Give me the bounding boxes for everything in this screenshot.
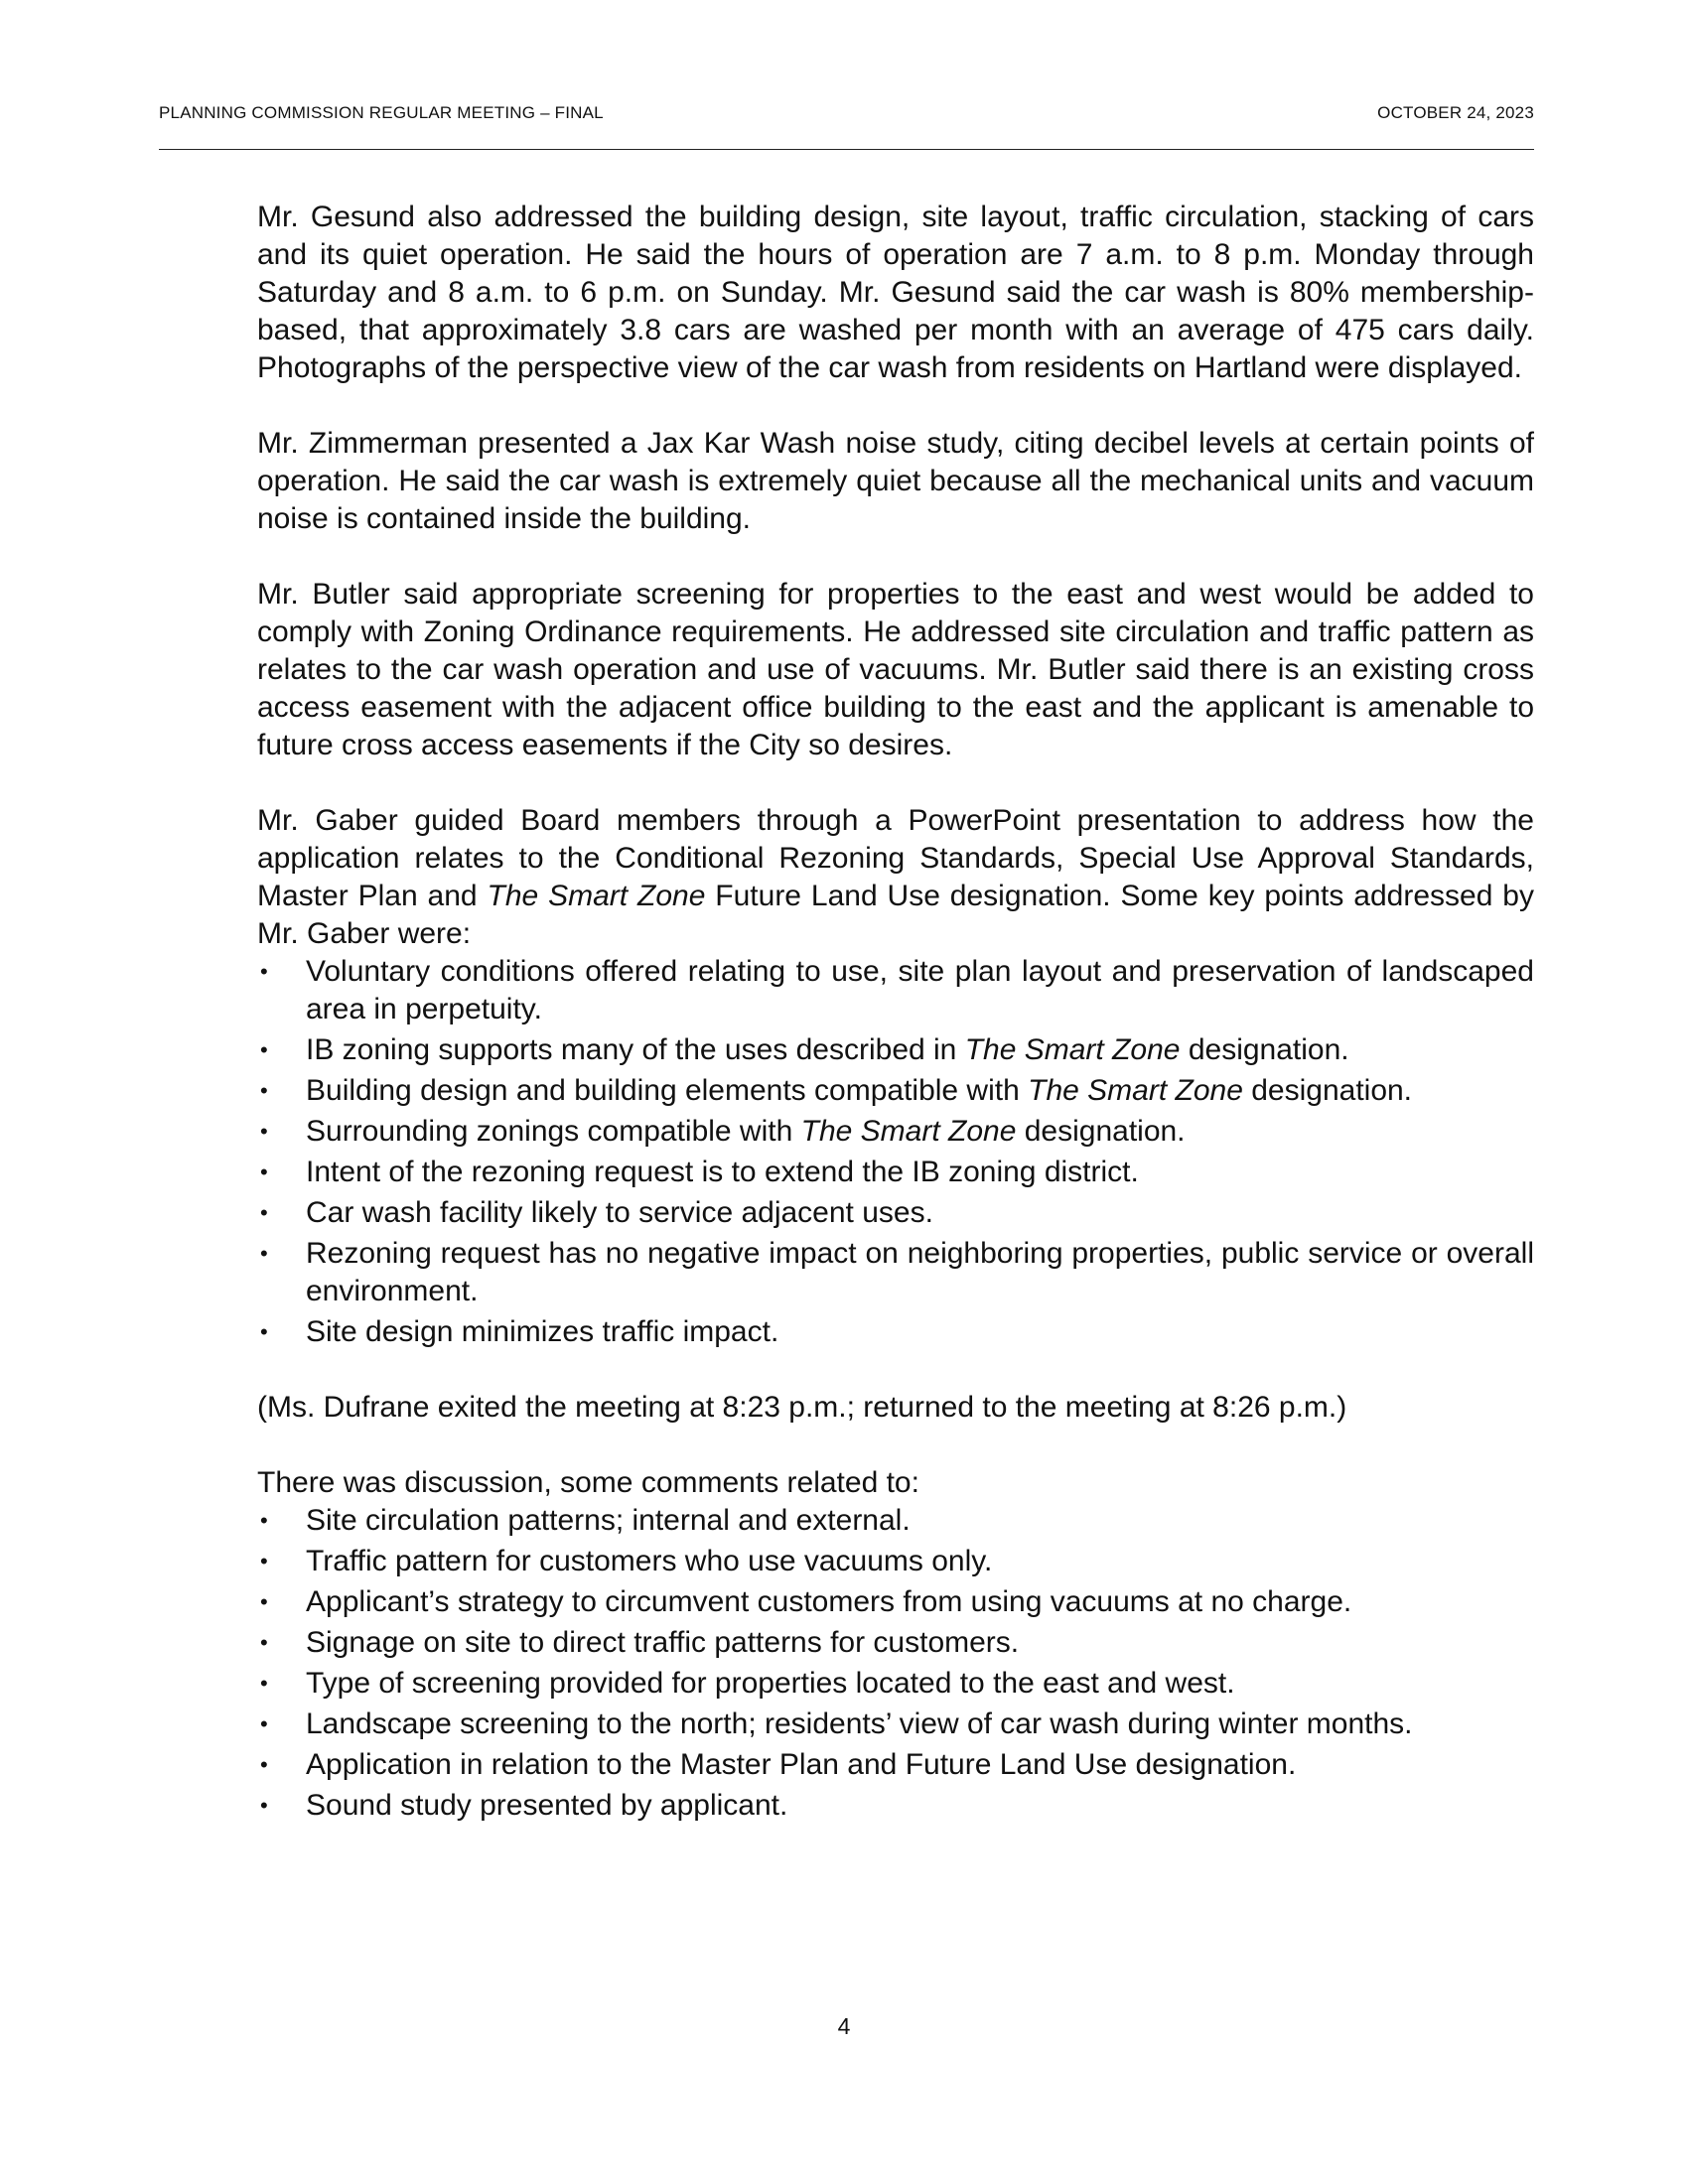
list-item-text: Building design and building elements compatible with (306, 1074, 1029, 1107)
header-divider (159, 149, 1534, 150)
paragraph-gaber-text-end: Future Land Use designation. Some key points addressed by Mr. Gaber were: (257, 880, 1534, 950)
bullet-icon: • (260, 1793, 268, 1818)
page-header (159, 103, 1534, 123)
paragraph-gaber (257, 802, 1534, 953)
bullet-icon: • (260, 1200, 268, 1225)
list-item (257, 953, 1534, 1028)
list-item (257, 1113, 1534, 1151)
bullet-icon: • (260, 1630, 268, 1655)
list-item (257, 1665, 1534, 1703)
smart-zone-emphasis: The Smart Zone (964, 1033, 1181, 1066)
header-date: OCTOBER 24, 2023 (1377, 103, 1534, 122)
list-item-text: Landscape screening to the north; residents’ view of car wash during winter months. (306, 1707, 1413, 1740)
discussion-points-list (257, 1502, 1534, 1825)
list-item (257, 1706, 1534, 1743)
list-item (257, 1624, 1534, 1662)
bullet-icon: • (260, 1589, 268, 1614)
list-item-text: Type of screening provided for properties located to the east and west. (306, 1667, 1235, 1700)
list-item-text: Voluntary conditions offered relating to use, site plan layout and preservation of landscaped area in perpetuity. (306, 955, 1534, 1025)
bullet-icon: • (260, 1549, 268, 1573)
list-item (257, 1072, 1534, 1110)
bullet-icon: • (260, 1037, 268, 1062)
smart-zone-emphasis: The Smart Zone (800, 1115, 1017, 1148)
paragraph-gaber-text-start: Mr. Gaber guided Board members through a PowerPoint presentation to address how the application relates to the Conditional Rezoning Standards, Special Use Approval Standards, Master Plan and (257, 804, 1534, 912)
smart-zone-emphasis: The Smart Zone (1028, 1074, 1243, 1107)
list-item-text: Signage on site to direct traffic patterns for customers. (306, 1626, 1020, 1659)
list-item (257, 1787, 1534, 1825)
gaber-key-points-list (257, 953, 1534, 1351)
list-item-text: Rezoning request has no negative impact on neighboring properties, public service or overall environment. (306, 1237, 1534, 1307)
bullet-icon: • (260, 1508, 268, 1533)
list-item (257, 1194, 1534, 1232)
list-item-text: IB zoning supports many of the uses described in (306, 1033, 965, 1066)
bullet-icon: • (260, 1160, 268, 1184)
bullet-icon: • (260, 1241, 268, 1266)
bullet-icon: • (260, 1119, 268, 1144)
bullet-icon: • (260, 1711, 268, 1736)
page-number: 4 (837, 2013, 851, 2039)
document-body (257, 199, 1534, 1825)
paragraph-butler: Mr. Butler said appropriate screening for properties to the east and west would be added to comply with Zoning Ordinance requirements. He addressed site circulation and traffic pattern as relates to the car wash operation and use of vacuums. Mr. Butler said there is an existing cross access easement with the adjacent office building to the east and the applicant is amenable to future cross access easements if the City so desires. (257, 578, 1534, 761)
smart-zone-emphasis: The Smart Zone (487, 880, 706, 912)
list-item-text: Traffic pattern for customers who use vacuums only. (306, 1545, 993, 1577)
list-item-text: designation. (1180, 1033, 1349, 1066)
list-item-text: Sound study presented by applicant. (306, 1789, 788, 1822)
list-item-text: Site circulation patterns; internal and external. (306, 1504, 911, 1537)
list-item-text: Site design minimizes traffic impact. (306, 1315, 779, 1348)
list-item-text: designation. (1242, 1074, 1413, 1107)
list-item (257, 1583, 1534, 1621)
bullet-icon: • (260, 959, 268, 984)
list-item (257, 1154, 1534, 1191)
list-item-text: Car wash facility likely to service adjacent uses. (306, 1196, 933, 1229)
list-item (257, 1313, 1534, 1351)
list-item (257, 1746, 1534, 1784)
list-item (257, 1235, 1534, 1310)
bullet-icon: • (260, 1078, 268, 1103)
bullet-icon: • (260, 1671, 268, 1696)
bullet-icon: • (260, 1752, 268, 1777)
list-item (257, 1543, 1534, 1580)
list-item-text: Applicant’s strategy to circumvent customers from using vacuums at no charge. (306, 1585, 1352, 1618)
header-meeting-title: PLANNING COMMISSION REGULAR MEETING – FINAL (159, 103, 604, 122)
list-item-text: Intent of the rezoning request is to extend the IB zoning district. (306, 1156, 1139, 1188)
paragraph-discussion-intro: There was discussion, some comments related to: (257, 1466, 919, 1499)
list-item (257, 1502, 1534, 1540)
list-item (257, 1031, 1534, 1069)
list-item-text: Application in relation to the Master Plan and Future Land Use designation. (306, 1748, 1297, 1781)
paragraph-zimmerman: Mr. Zimmerman presented a Jax Kar Wash noise study, citing decibel levels at certain points of operation. He said the car wash is extremely quiet because all the mechanical units and vacuum noise is contained inside the building. (257, 427, 1534, 535)
paragraph-gesund: Mr. Gesund also addressed the building design, site layout, traffic circulation, stacking of cars and its quiet operation. He said the hours of operation are 7 a.m. to 8 p.m. Monday through Saturday and 8 a.m. to 6 p.m. on Sunday. Mr. Gesund said the car wash is 80% membership-based, that approximately 3.8 cars are washed per month with an average of 475 cars daily. Photographs of the perspective view of the car wash from residents on Hartland were displayed. (257, 201, 1534, 384)
paragraph-dufrane-note: (Ms. Dufrane exited the meeting at 8:23 p.m.; returned to the meeting at 8:26 p.m.) (257, 1391, 1347, 1424)
bullet-icon: • (260, 1319, 268, 1344)
list-item-text: designation. (1016, 1115, 1186, 1148)
list-item-text: Surrounding zonings compatible with (306, 1115, 801, 1148)
